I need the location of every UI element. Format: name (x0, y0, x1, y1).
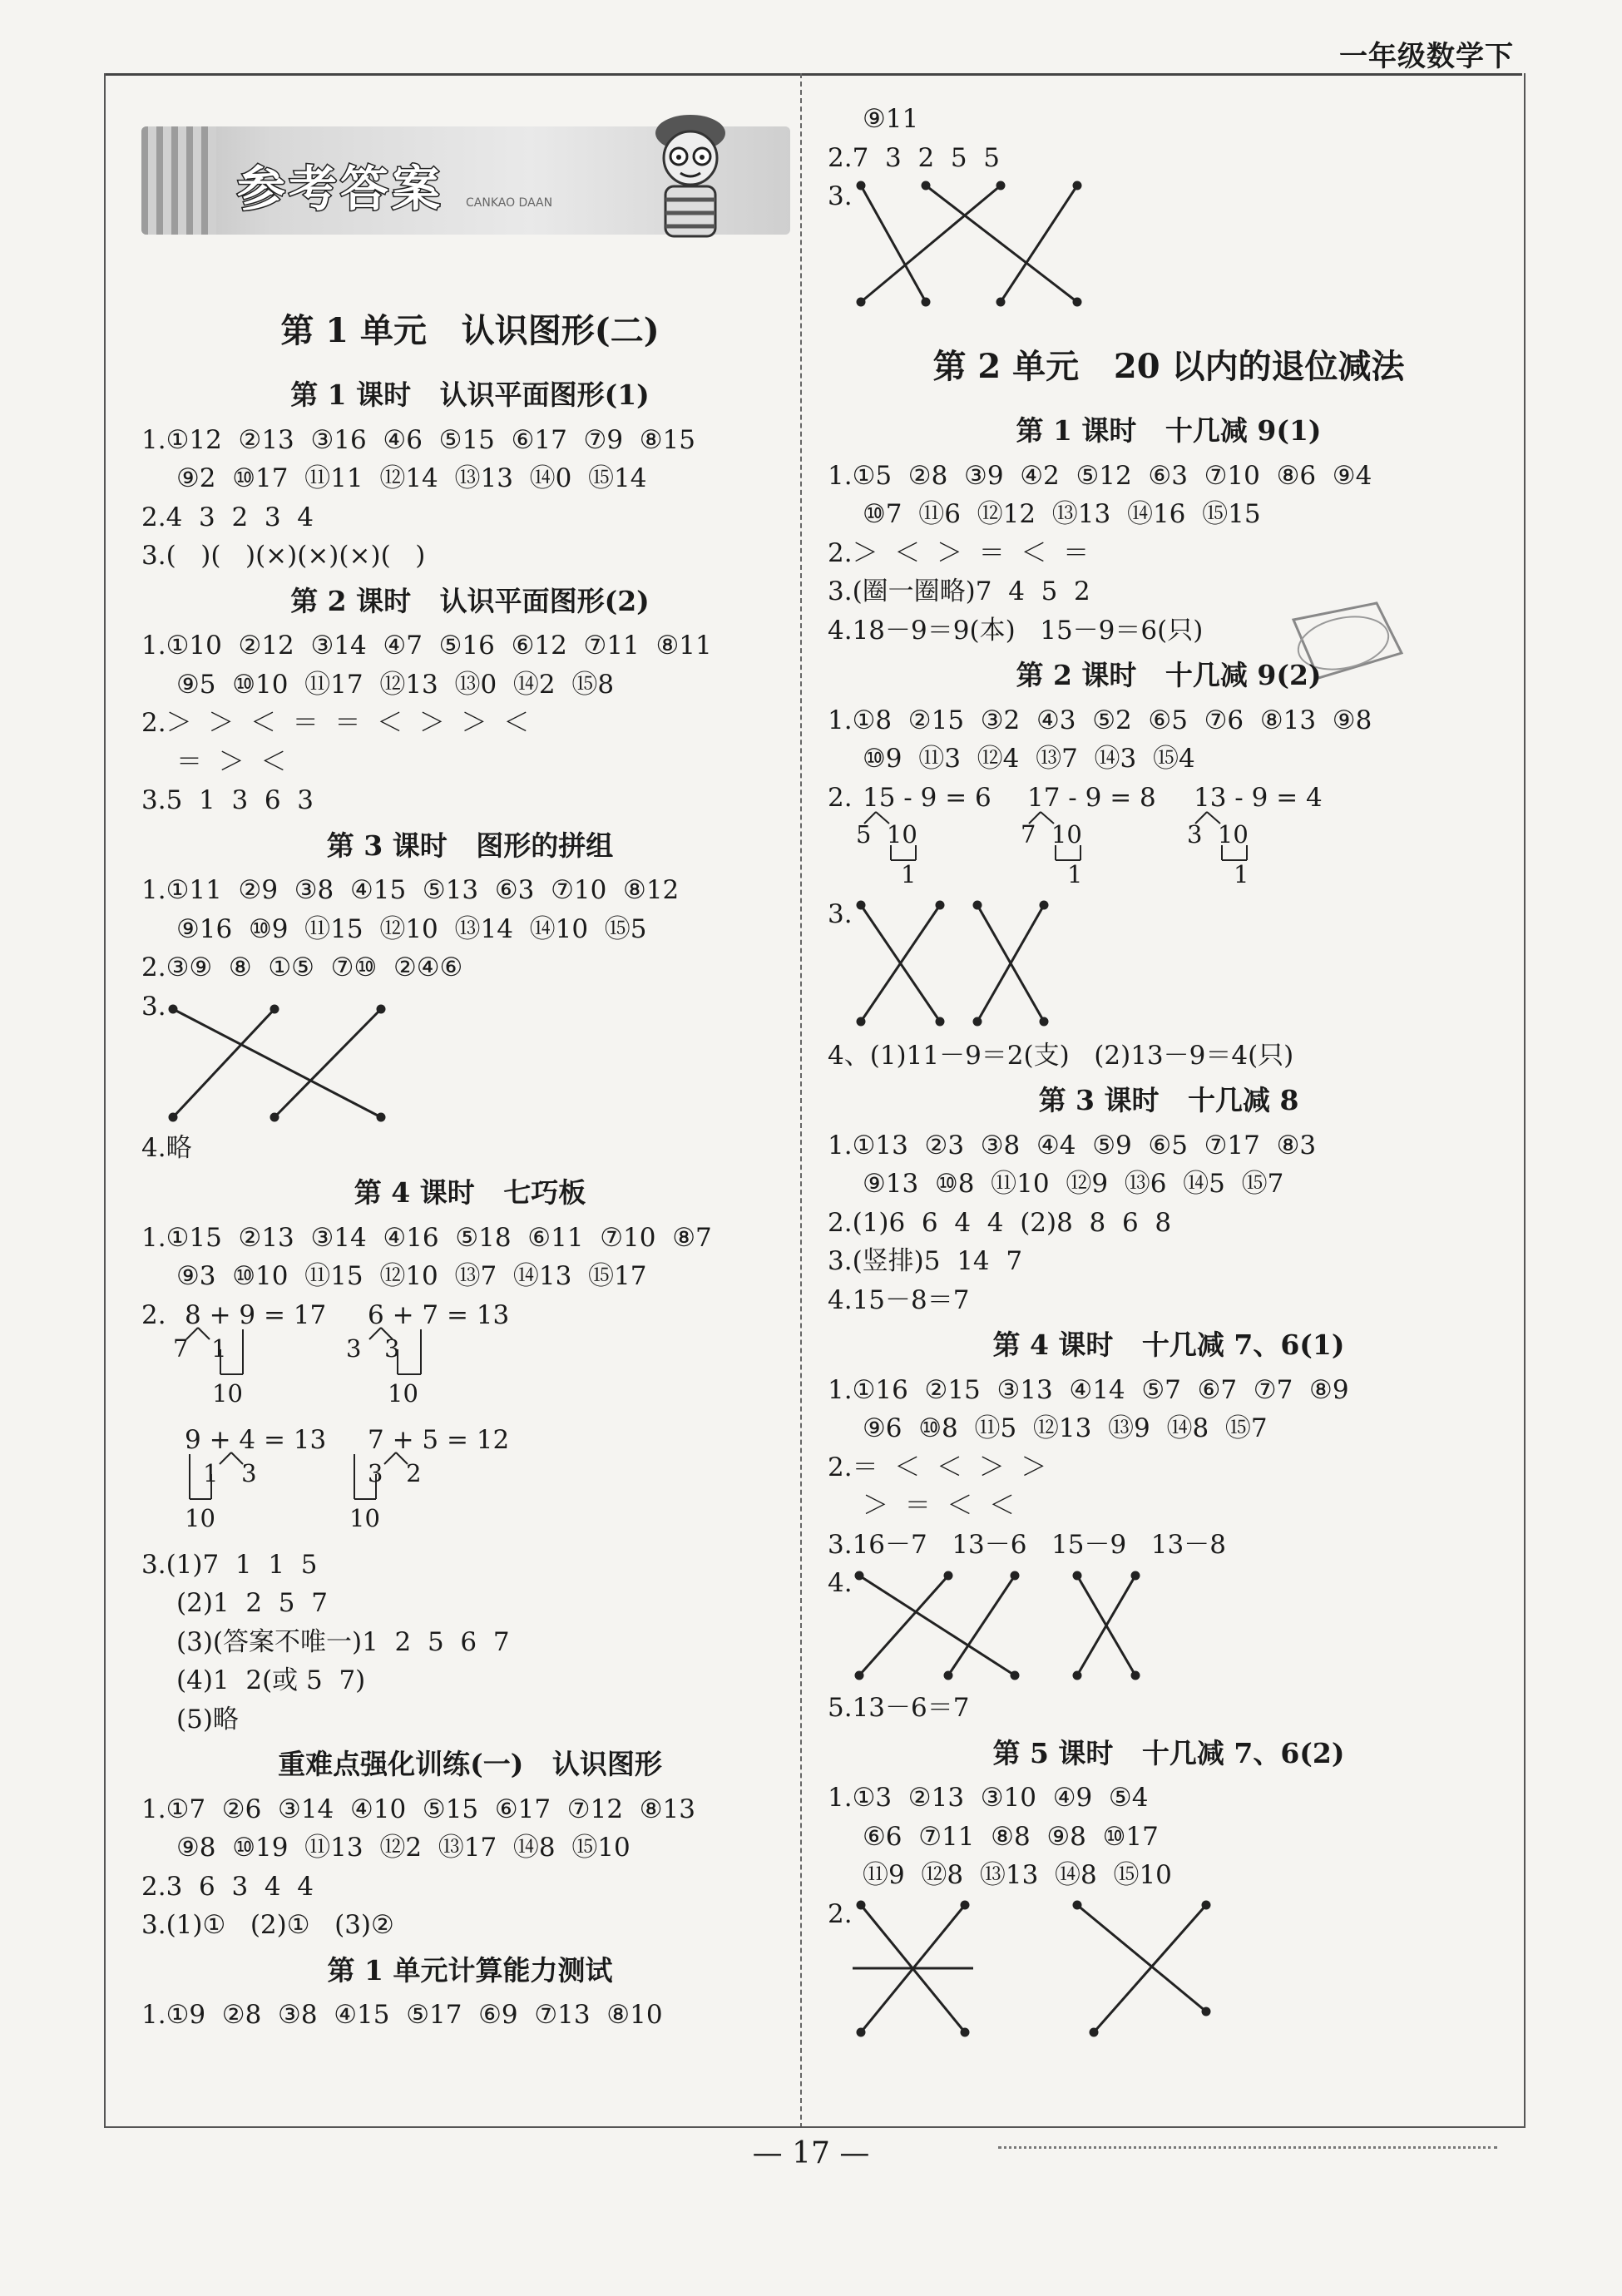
dotted-rule (998, 2146, 1497, 2149)
lesson-title: 第 1 课时 认识平面图形(1) (290, 379, 650, 411)
split-lines (856, 809, 947, 875)
answer-line: 3.16－7 13－6 15－9 13－8 (828, 1529, 1226, 1560)
answer-line: 2.＝ ＜ ＜ ＞ ＞ (828, 1452, 1047, 1482)
answer-line: 1.①13 ②3 ③8 ④4 ⑤9 ⑥5 ⑦17 ⑧3 (828, 1130, 1317, 1160)
matching-lines (853, 1567, 1202, 1692)
split-total: 10 (212, 1378, 243, 1408)
answer-line: 4.18－9＝9(本) 15－9＝6(只) (828, 615, 1204, 646)
matching-lines (853, 1895, 1235, 2045)
split-lines (175, 1324, 266, 1391)
lesson-title: 第 1 课时 十几减 9(1) (1016, 414, 1322, 447)
split-total: 10 (185, 1503, 215, 1532)
answer-line: 1.①8 ②15 ③2 ④3 ⑤2 ⑥5 ⑦6 ⑧13 ⑨8 (828, 705, 1372, 735)
split-numbers: 5 10 (856, 819, 917, 849)
split-remainder: 1 (901, 859, 917, 888)
matching-figure (141, 987, 799, 1129)
lesson-title: 第 4 课时 十几减 7、6(1) (992, 1329, 1345, 1361)
answer-line: 4. (828, 1568, 853, 1598)
answer-line: 4.15－8＝7 (828, 1284, 970, 1315)
answer-line: 2. (828, 782, 853, 813)
split-numbers: 3 3 (346, 1334, 400, 1363)
lesson-title: 重难点强化训练(一) 认识图形 (278, 1748, 662, 1780)
answer-line: 2. (141, 1299, 166, 1330)
answer-line: 1.①9 ②8 ③8 ④15 ⑤17 ⑥9 ⑦13 ⑧10 (141, 2000, 663, 2030)
answer-line: ⑩7 ⑪6 ⑫12 ⑬13 ⑭16 ⑮15 (863, 499, 1261, 529)
answer-line: 1.①12 ②13 ③16 ④6 ⑤15 ⑥17 ⑦9 ⑧15 (141, 424, 695, 455)
split-total: 10 (349, 1503, 380, 1532)
split-numbers: 3 10 (1187, 819, 1249, 849)
matching-lines (853, 177, 1119, 319)
answer-line: 3.(1)7 1 1 5 (141, 1549, 318, 1580)
matching-figure (828, 177, 1510, 319)
answer-line: 3.(圈一圈略)7 4 5 2 (828, 576, 1090, 606)
answer-line: 2.4 3 2 3 4 (141, 502, 314, 532)
answer-line: 1.①5 ②8 ③9 ④2 ⑤12 ⑥3 ⑦10 ⑧6 ⑨4 (828, 460, 1372, 491)
answer-line: ⑨11 (863, 104, 919, 134)
answer-line: ⑨6 ⑩8 ⑪5 ⑫13 ⑬9 ⑭8 ⑮7 (863, 1413, 1268, 1443)
answer-line: 4.略 (141, 1132, 192, 1163)
lesson-title: 第 4 课时 七巧板 (354, 1176, 586, 1209)
answer-line: ⑨8 ⑩19 ⑪13 ⑫2 ⑬17 ⑭8 ⑮10 (176, 1833, 631, 1863)
answer-line: 1.①3 ②13 ③10 ④9 ⑤4 (828, 1783, 1149, 1813)
split-lines (183, 1449, 274, 1516)
mascot-icon (632, 106, 749, 240)
column-divider (800, 73, 802, 2128)
answer-line: 2. (828, 1898, 853, 1929)
split-lines (1187, 809, 1278, 875)
answer-line: 3. (828, 898, 853, 929)
page-number: — 17 — (752, 2136, 870, 2170)
split-numbers: 3 2 (368, 1458, 422, 1487)
split-remainder: 1 (1234, 859, 1249, 888)
answer-line: 2.＞ ＞ ＜ ＝ ＝ ＜ ＞ ＞ ＜ (141, 708, 530, 738)
answer-line: (4)1 2(或 5 7) (176, 1665, 366, 1695)
answer-line: 1.①15 ②13 ③14 ④16 ⑤18 ⑥11 ⑦10 ⑧7 (141, 1222, 712, 1253)
answer-line: 1.①16 ②15 ③13 ④14 ⑤7 ⑥7 ⑦7 ⑧9 (828, 1374, 1349, 1405)
equation: 15 - 9 = 6 (863, 782, 991, 813)
equation: 6 + 7 = 13 (368, 1299, 510, 1330)
banner-subtitle: CANKAO DAAN (466, 196, 553, 210)
left-column (141, 283, 799, 2035)
answer-line: (5)略 (176, 1704, 239, 1734)
matching-figure (828, 1895, 1510, 2045)
equation: 8 + 9 = 17 (185, 1299, 327, 1330)
lesson-title: 第 5 课时 十几减 7、6(2) (992, 1736, 1345, 1769)
split-lines (1021, 809, 1112, 875)
answer-line: 1.①7 ②6 ③14 ④10 ⑤15 ⑥17 ⑦12 ⑧13 (141, 1794, 695, 1824)
split-lines (348, 1449, 439, 1516)
lesson-title: 第 2 课时 认识平面图形(2) (290, 584, 650, 617)
equation: 13 - 9 = 4 (1194, 782, 1323, 813)
split-numbers: 7 1 (173, 1334, 227, 1363)
answer-line: ⑥6 ⑦11 ⑧8 ⑨8 ⑩17 (863, 1821, 1159, 1852)
answer-line: ⑨2 ⑩17 ⑪11 ⑫14 ⑬13 ⑭0 ⑮14 (176, 463, 647, 493)
answer-line: (3)(答案不唯一)1 2 5 6 7 (176, 1626, 510, 1657)
answer-line: ⑨3 ⑩10 ⑪15 ⑫10 ⑬7 ⑭13 ⑮17 (176, 1261, 647, 1291)
header-title: 一年级数学下 (1339, 40, 1514, 73)
answer-line: 3.( )( )(×)(×)(×)( ) (141, 541, 426, 571)
banner-title: 参考答案 (237, 161, 444, 217)
answer-line: 2.③⑨ ⑧ ①⑤ ⑦⑩ ②④⑥ (141, 953, 463, 982)
banner-stripes (141, 126, 216, 235)
answer-line: ⑨16 ⑩9 ⑪15 ⑫10 ⑬14 ⑭10 ⑮5 (176, 913, 647, 944)
answer-line: 1.①11 ②9 ③8 ④15 ⑤13 ⑥3 ⑦10 ⑧12 (141, 875, 680, 905)
matching-lines (853, 895, 1185, 1037)
lesson-title: 第 3 课时 图形的拼组 (326, 829, 614, 862)
lesson-title: 第 1 单元计算能力测试 (327, 1953, 613, 1987)
answer-line: 4、(1)11－9＝2(支) (2)13－9＝4(只) (828, 1040, 1294, 1071)
answer-line: 3.5 1 3 6 3 (141, 785, 314, 815)
answer-line: 2.7 3 2 5 5 (828, 142, 1001, 173)
split-numbers: 1 3 (203, 1458, 257, 1487)
equation-block (141, 1421, 799, 1546)
answer-line: ⑨13 ⑩8 ⑪10 ⑫9 ⑬6 ⑭5 ⑮7 (863, 1169, 1284, 1199)
answer-line: 1.①10 ②12 ③14 ④7 ⑤16 ⑥12 ⑦11 ⑧11 (141, 631, 712, 661)
answer-line: 3. (828, 181, 853, 211)
equation: 7 + 5 = 12 (368, 1424, 510, 1455)
split-total: 10 (388, 1378, 418, 1408)
answer-line: 2.＞ ＜ ＞ ＝ ＜ ＝ (828, 537, 1090, 568)
equation: 17 - 9 = 8 (1027, 782, 1156, 813)
answer-line: 3. (141, 991, 166, 1022)
equation: 9 + 4 = 13 (185, 1424, 327, 1455)
lesson-title: 第 3 课时 十几减 8 (1038, 1084, 1299, 1116)
unit-title: 第 2 单元 20 以内的退位减法 (932, 347, 1405, 386)
split-remainder: 1 (1067, 859, 1083, 888)
split-lines (349, 1324, 441, 1391)
matching-figure (828, 1564, 1510, 1689)
answer-line: ⑨5 ⑩10 ⑪17 ⑫13 ⑬0 ⑭2 ⑮8 (176, 669, 615, 700)
bottom-rule (104, 2126, 1522, 2128)
right-column (828, 100, 1510, 2045)
answer-line: 2.3 6 3 4 4 (141, 1871, 314, 1902)
answer-line: ⑩9 ⑪3 ⑫4 ⑬7 ⑭3 ⑮4 (863, 744, 1195, 774)
matching-figure (828, 895, 1510, 1037)
answer-line: (2)1 2 5 7 (176, 1588, 328, 1618)
unit-title: 第 1 单元 认识图形(二) (280, 311, 660, 350)
equation-block (141, 1296, 799, 1421)
equation-block (828, 779, 1510, 895)
answer-line: 5.13－6＝7 (828, 1693, 970, 1723)
matching-lines (166, 992, 416, 1134)
answer-line: 3.(1)① (2)① (3)② (141, 1910, 394, 1940)
answer-line: 2.(1)6 6 4 4 (2)8 8 6 8 (828, 1207, 1172, 1238)
split-numbers: 7 10 (1021, 819, 1082, 849)
answer-line: ＝ ＞ ＜ (176, 746, 287, 777)
answer-line: ⑪9 ⑫8 ⑬13 ⑭8 ⑮10 (863, 1860, 1172, 1890)
lesson-title: 第 2 课时 十几减 9(2) (1016, 659, 1322, 691)
answer-line: ＞ ＝ ＜ ＜ (863, 1491, 1016, 1521)
answer-line: 3.(竖排)5 14 7 (828, 1246, 1023, 1276)
